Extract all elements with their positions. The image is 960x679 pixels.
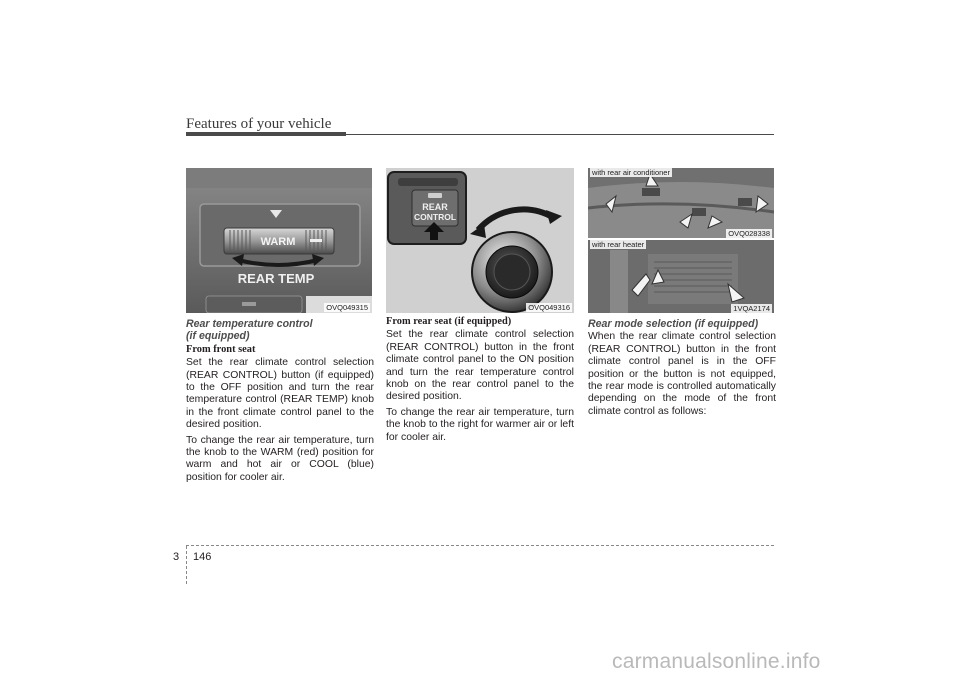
page-header-title: Features of your vehicle (186, 116, 332, 132)
figure-rear-temp-knob (186, 168, 372, 313)
rear-button-label: REAR (422, 202, 448, 212)
column-rear-temp-control (186, 318, 374, 487)
warm-label: WARM (260, 236, 296, 248)
column-rear-seat-control (386, 316, 574, 447)
column-rear-mode-selection (588, 318, 776, 421)
figure-rear-control-knob (386, 168, 574, 313)
chapter-number: 3 (173, 551, 180, 563)
page-number: 146 (193, 551, 212, 563)
figure-rear-ac-vents (588, 168, 774, 238)
figure-caption: with rear heater (592, 240, 645, 249)
section-heading: Rear temperature control (if equipped) (186, 318, 313, 343)
figure-caption: with rear air conditioner (592, 168, 670, 177)
subheading: From front seat (186, 343, 256, 355)
paragraph: Set the rear climate control selection (REAR CONTROL) button (if equipped) to the OFF position and turn the rear temperature control (REAR TEMP) knob in the front climate control panel to the desired position. (186, 357, 374, 431)
rear-heater-illustration (588, 240, 774, 313)
figure-code: OVQ028338 (728, 229, 770, 238)
subheading: From rear seat (if equipped) (386, 316, 512, 327)
footer-rule (186, 545, 774, 546)
header-bar (186, 132, 346, 136)
footer-divider (186, 546, 187, 584)
paragraph: To change the rear air temperature, turn the knob to the WARM (red) position for warm and hot air or COOL (blue) position for cooler air. (186, 434, 374, 483)
figure-code: 1VQA2174 (733, 304, 770, 313)
header-rule (346, 134, 774, 135)
rear-ac-illustration (588, 168, 774, 238)
paragraph: To change the rear air temperature, turn the knob to the right for warmer air or left for cooler air. (386, 406, 574, 443)
figure-code: OVQ049315 (326, 303, 368, 312)
section-heading: Rear mode selection (if equipped) (588, 318, 759, 330)
control-button-label: CONTROL (413, 212, 457, 222)
watermark: carmanualsonline.info (612, 650, 821, 673)
rear-temp-illustration (186, 168, 372, 313)
rear-control-illustration (386, 168, 574, 313)
rear-temp-panel-label: REAR TEMP (237, 271, 315, 286)
paragraph: Set the rear climate control selection (REAR CONTROL) button in the front climate control panel to the ON position and turn the rear temperature control knob on the rear control panel to the desired position. (386, 329, 574, 403)
paragraph: When the rear climate control selection (REAR CONTROL) button in the front climate control panel is in the OFF position or the button is not equipped, the rear mode is controlled automatically depending on the mode of the front climate control as follows: (588, 331, 776, 417)
figure-code: OVQ049316 (528, 303, 570, 312)
figure-rear-heater-vents (588, 240, 774, 313)
